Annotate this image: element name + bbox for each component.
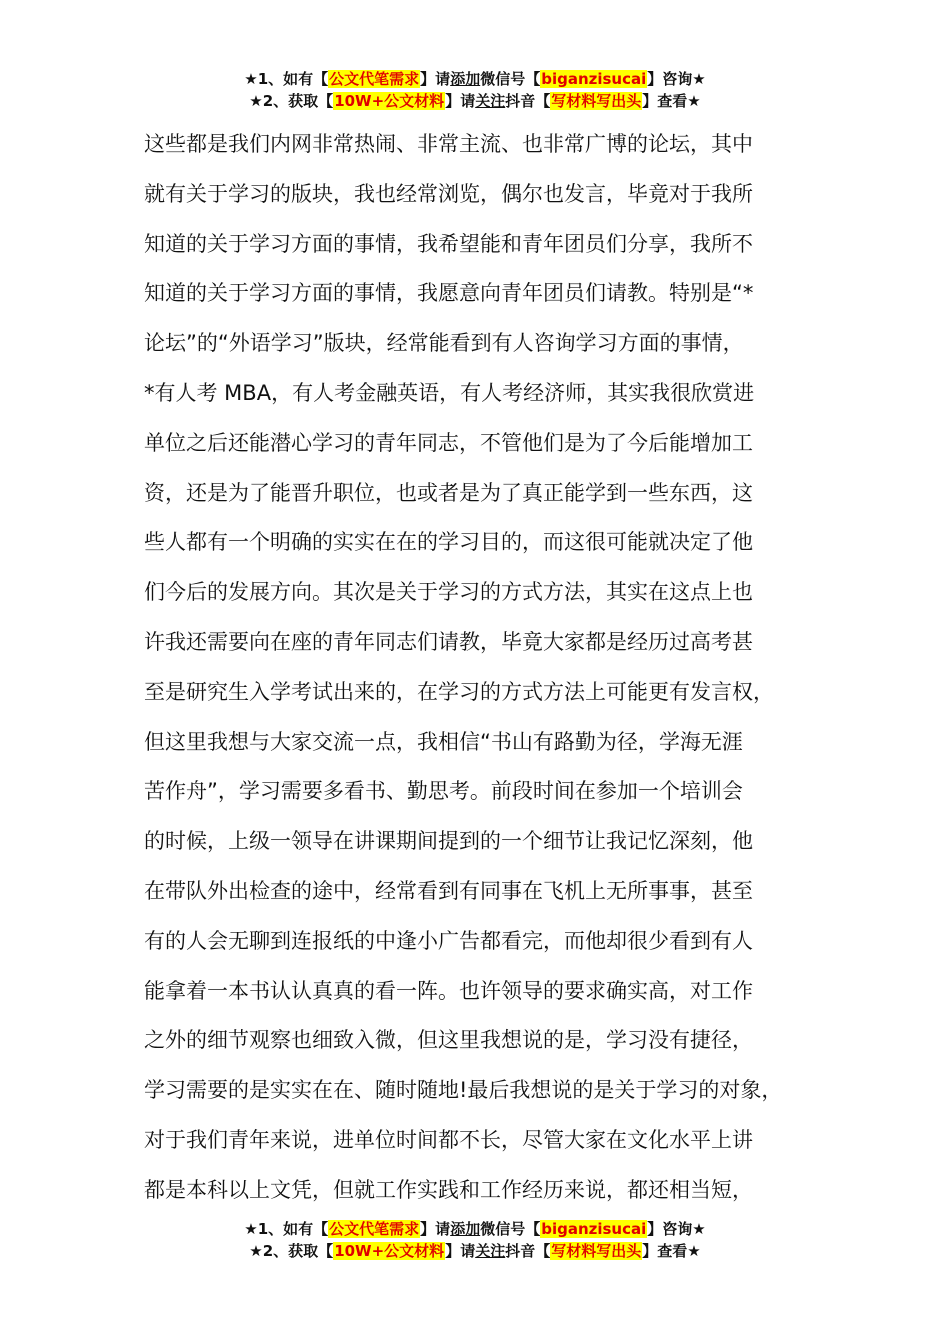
body-line: 这些都是我们内网非常热闹、非常主流、也非常广博的论坛，其中 bbox=[144, 132, 753, 156]
body-line: 们今后的发展方向。其次是关于学习的方式方法，其实在这点上也 bbox=[144, 580, 753, 605]
body-line: 苦作舟”，学习需要多看书、勤思考。前段时间在参加一个培训会 bbox=[144, 779, 743, 804]
body-line: 知道的关于学习方面的事情，我愿意向青年团员们请教。特别是“* bbox=[144, 281, 754, 306]
footer-line-2 bbox=[0, 1240, 950, 1262]
header-line-1-text-2: 微信号【 bbox=[480, 70, 541, 88]
header-line-2-underlined: 关注 bbox=[475, 92, 506, 110]
footer-line-1-suffix: 】咨询★ bbox=[647, 1220, 706, 1238]
body-line: 知道的关于学习方面的事情，我希望能和青年团员们分享，我所不 bbox=[144, 231, 753, 256]
header-line-1-highlight-wechat-id: biganzisucai bbox=[541, 70, 647, 88]
footer-line-1-prefix: ★1、如有【 bbox=[244, 1220, 329, 1238]
header-line-1-highlight-service: 公文代笔需求 bbox=[329, 70, 420, 88]
body-line: 至是研究生入学考试出来的，在学习的方式方法上可能更有发言权， bbox=[144, 679, 774, 704]
body-line: 的时候，上级一领导在讲课期间提到的一个细节让我记忆深刻，他 bbox=[144, 829, 753, 854]
footer-line-1-underlined: 添加 bbox=[450, 1220, 481, 1238]
body-line: 对于我们青年来说，进单位时间都不长，尽管大家在文化水平上讲 bbox=[144, 1127, 753, 1152]
footer-line-2-underlined: 关注 bbox=[475, 1242, 506, 1260]
body-line: 都是本科以上文凭，但就工作实践和工作经历来说，都还相当短， bbox=[144, 1177, 753, 1202]
body-line: 在带队外出检查的途中，经常看到有同事在飞机上无所事事，甚至 bbox=[144, 878, 753, 903]
body-line: 之外的细节观察也细致入微，但这里我想说的是，学习没有捷径， bbox=[144, 1028, 753, 1053]
footer-line-1-highlight-wechat-id: biganzisucai bbox=[541, 1220, 647, 1238]
footer-line-2-highlight-douyin: 写材料写出头 bbox=[551, 1242, 642, 1260]
header-line-1-suffix: 】咨询★ bbox=[647, 70, 706, 88]
header-line-2 bbox=[0, 90, 950, 112]
header-line-1 bbox=[0, 68, 950, 90]
footer-line-2-prefix: ★2、获取【 bbox=[249, 1242, 334, 1260]
footer-line-2-suffix: 】查看★ bbox=[642, 1242, 701, 1260]
header-banner bbox=[0, 68, 950, 112]
body-line: 有的人会无聊到连报纸的中逢小广告都看完，而他却很少看到有人 bbox=[144, 928, 753, 953]
header-line-2-text-2: 抖音【 bbox=[505, 92, 551, 110]
header-line-1-text: 】请 bbox=[420, 70, 451, 88]
body-line: 单位之后还能潜心学习的青年同志，不管他们是为了今后能增加工 bbox=[144, 430, 753, 455]
header-line-1-underlined: 添加 bbox=[450, 70, 481, 88]
header-line-2-highlight-douyin: 写材料写出头 bbox=[551, 92, 642, 110]
header-line-1-prefix: ★1、如有【 bbox=[244, 70, 329, 88]
footer-line-1-highlight-service: 公文代笔需求 bbox=[329, 1220, 420, 1238]
body-line: 资，还是为了能晋升职位，也或者是为了真正能学到一些东西，这 bbox=[144, 480, 753, 505]
body-line: 许我还需要向在座的青年同志们请教，毕竟大家都是经历过高考甚 bbox=[144, 629, 753, 654]
header-line-2-text: 】请 bbox=[445, 92, 476, 110]
header-line-2-highlight-materials: 10W+公文材料 bbox=[334, 92, 445, 110]
body-line: *有人考 MBA，有人考金融英语，有人考经济师，其实我很欣赏进 bbox=[144, 380, 755, 405]
footer-line-2-text: 】请 bbox=[445, 1242, 476, 1260]
body-line: 学习需要的是实实在在、随时随地!最后我想说的是关于学习的对象， bbox=[144, 1078, 783, 1103]
body-line: 但这里我想与大家交流一点，我相信“书山有路勤为径，学海无涯 bbox=[144, 729, 743, 754]
footer-line-1 bbox=[0, 1218, 950, 1240]
body-line: 能拿着一本书认认真真的看一阵。也许领导的要求确实高，对工作 bbox=[144, 978, 753, 1003]
footer-banner bbox=[0, 1218, 950, 1262]
document-body bbox=[144, 120, 834, 1216]
header-line-2-suffix: 】查看★ bbox=[642, 92, 701, 110]
footer-line-2-text-2: 抖音【 bbox=[505, 1242, 551, 1260]
body-line: 就有关于学习的版块，我也经常浏览，偶尔也发言，毕竟对于我所 bbox=[144, 181, 753, 206]
footer-line-2-highlight-materials: 10W+公文材料 bbox=[334, 1242, 445, 1260]
footer-line-1-text-2: 微信号【 bbox=[480, 1220, 541, 1238]
footer-line-1-text: 】请 bbox=[420, 1220, 451, 1238]
body-line: 论坛”的“外语学习”版块，经常能看到有人咨询学习方面的事情， bbox=[144, 331, 744, 356]
header-line-2-prefix: ★2、获取【 bbox=[249, 92, 334, 110]
body-line: 些人都有一个明确的实实在在的学习目的，而这很可能就决定了他 bbox=[144, 530, 753, 555]
